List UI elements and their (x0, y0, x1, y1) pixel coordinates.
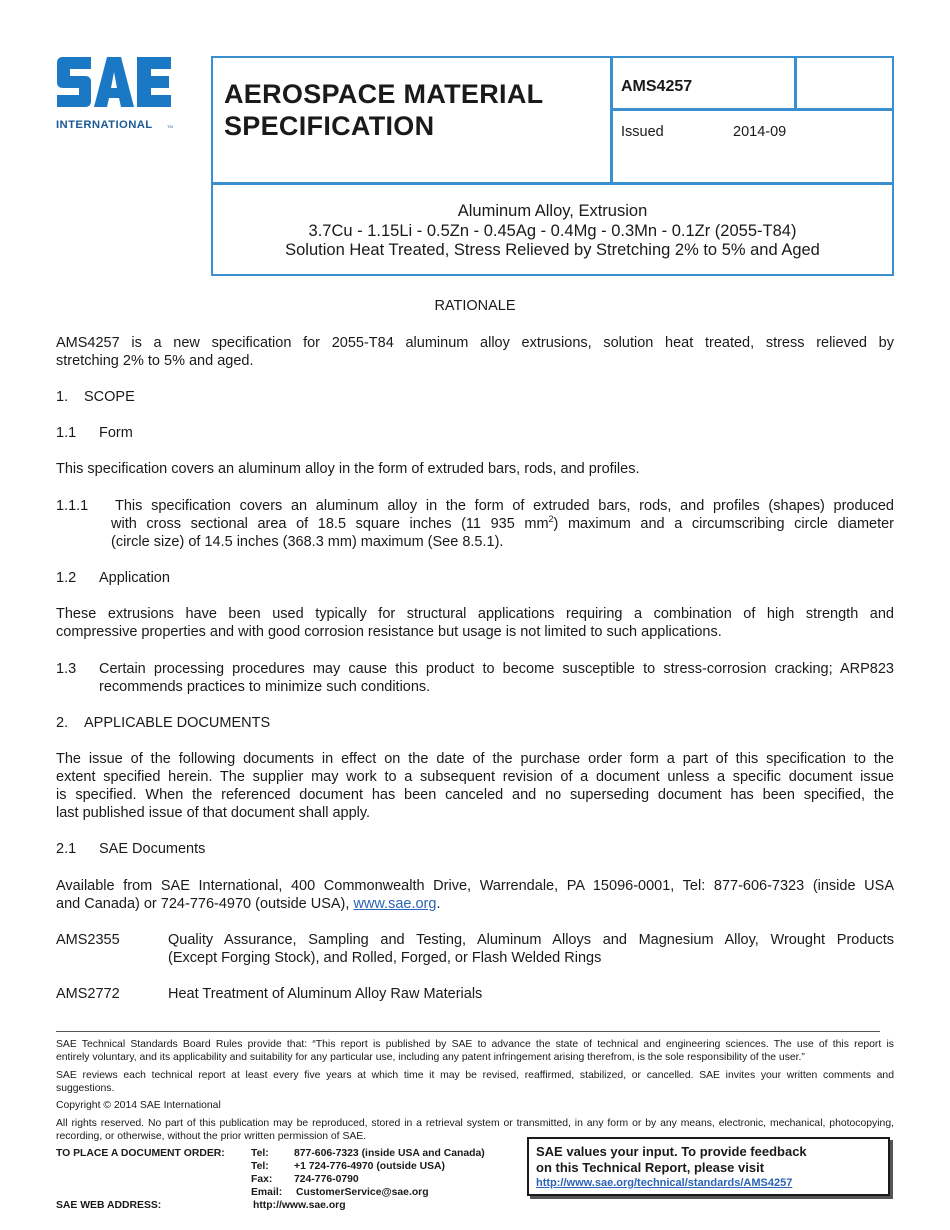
section-1-2-number: 1.2 (56, 570, 77, 586)
section-1-1-1-line-2 (111, 515, 894, 533)
subject-line-3: Solution Heat Treated, Stress Relieved by Stretching 2% to 5% and Aged (285, 241, 820, 259)
applicable-line-3: is specified. When the referenced document has been canceled and no superseding document has been specified, the (56, 787, 894, 803)
form-paragraph: This specification covers an aluminum alloy in the form of extruded bars, rods, and profiles. (56, 461, 640, 477)
rights-line-2: recording, or otherwise, without the prior written permission of SAE. (56, 1131, 367, 1142)
header-divider (211, 182, 894, 185)
section-2-1-heading: SAE Documents (99, 841, 206, 857)
rules-line-2: entirely voluntary, and its applicability and suitability for any particular use, including any patent infringement arising therefrom, is the sole responsibility of the user.” (56, 1052, 805, 1063)
rules-line-1: SAE Technical Standards Board Rules provide that: “This report is published by SAE to advance the state of technical and engineering sciences. The use of this report is (56, 1039, 894, 1050)
section-2-heading: APPLICABLE DOCUMENTS (84, 715, 271, 731)
application-line-2: compressive properties and with good corrosion resistance but usage is not limited to such applications. (56, 624, 722, 640)
rights-line-1: All rights reserved. No part of this publication may be reproduced, stored in a retrieval system or transmitted, in any form or by any means, electronic, mechanical, photocopying, (56, 1118, 894, 1129)
section-2-number: 2. (56, 715, 69, 731)
header-column-divider (610, 56, 613, 183)
p111-line-2-part-b: ) maximum and a circumscribing circle diameter (553, 516, 895, 532)
copyright: Copyright © 2014 SAE International (56, 1100, 221, 1111)
section-1-3-number: 1.3 (56, 661, 77, 677)
application-line-1: These extrusions have been used typically for structural applications requiring a combination of high strength and (56, 606, 894, 622)
contact-label: Email: (251, 1187, 283, 1198)
review-line-2: suggestions. (56, 1083, 115, 1094)
availability-text: and Canada) or 724-776-4970 (outside USA), (56, 896, 354, 912)
contact-value: 877-606-7323 (inside USA and Canada) (294, 1148, 485, 1159)
web-address-label: SAE WEB ADDRESS: (56, 1200, 162, 1211)
contact-label: Tel: (251, 1148, 269, 1159)
header-row-divider (610, 108, 894, 111)
section-1-1-1-line-3: (circle size) of 14.5 inches (368.3 mm) maximum (See 8.5.1). (111, 534, 504, 550)
issued-date: 2014-09 (733, 124, 787, 140)
rationale-line-2: stretching 2% to 5% and aged. (56, 353, 254, 369)
reference-code: AMS2355 (56, 932, 120, 948)
web-address-value[interactable]: http://www.sae.org (253, 1200, 346, 1211)
document-title (224, 78, 543, 142)
reference-title-line-1: Quality Assurance, Sampling and Testing, Aluminum Alloys and Magnesium Alloy, Wrought Products (168, 932, 894, 948)
section-1-number: 1. (56, 389, 69, 405)
availability-line-1: Available from SAE International, 400 Commonwealth Drive, Warrendale, PA 15096-0001, Tel: 877-606-7323 (inside USA (56, 878, 894, 894)
title-line-1: AEROSPACE MATERIAL (224, 79, 544, 109)
header-cell-divider (794, 56, 797, 109)
logo-subtitle: INTERNATIONAL (56, 119, 153, 131)
feedback-line-2: on this Technical Report, please visit (536, 1160, 765, 1175)
section-1-3-line-1: Certain processing procedures may cause this product to become susceptible to stress-corrosion cracking; ARP823 (99, 661, 894, 677)
section-1-1-1-line-1: This specification covers an aluminum alloy in the form of extruded bars, rods, and profiles (shapes) produced (115, 498, 894, 514)
section-1-1-heading: Form (99, 425, 133, 441)
applicable-line-2: extent specified herein. The supplier may work to a subsequent revision of a document unless a specific document issue (56, 769, 894, 785)
section-1-heading: SCOPE (84, 389, 135, 405)
feedback-line-1: SAE values your input. To provide feedback (536, 1144, 807, 1159)
reference-code: AMS2772 (56, 986, 120, 1002)
feedback-link[interactable]: http://www.sae.org/technical/standards/AMS4257 (536, 1177, 793, 1189)
section-1-2-heading: Application (99, 570, 170, 586)
section-1-1-1-number: 1.1.1 (56, 498, 89, 514)
contact-value: 724-776-0790 (294, 1174, 359, 1185)
order-label: TO PLACE A DOCUMENT ORDER: (56, 1148, 225, 1159)
contact-value: CustomerService@sae.org (296, 1187, 429, 1198)
section-1-3-line-2: recommends practices to minimize such conditions. (99, 679, 431, 695)
applicable-line-4: last published issue of that document shall apply. (56, 805, 371, 821)
sae-website-link[interactable]: www.sae.org (353, 896, 437, 912)
p111-line-2-part-a: with cross sectional area of 18.5 square inches (11 935 mm (111, 516, 549, 532)
availability-line-2 (56, 895, 440, 913)
title-line-2: SPECIFICATION (224, 111, 435, 141)
reference-title-line-2: (Except Forging Stock), and Rolled, Forged, or Flash Welded Rings (168, 950, 602, 966)
feedback-box (527, 1137, 890, 1196)
review-line-1: SAE reviews each technical report at least every five years at which time it may be revised, reaffirmed, stabilized, or cancelled. SAE invites your written comments and (56, 1070, 894, 1081)
subject-line-1: Aluminum Alloy, Extrusion (457, 202, 648, 220)
contact-label: Tel: (251, 1161, 269, 1172)
section-2-1-number: 2.1 (56, 841, 77, 857)
issued-label: Issued (621, 124, 664, 140)
subject-block (214, 202, 891, 261)
applicable-line-1: The issue of the following documents in effect on the date of the purchase order form a part of this specification to the (56, 751, 894, 767)
footer-rule (56, 1031, 880, 1032)
contact-value: +1 724-776-4970 (outside USA) (294, 1161, 446, 1172)
rationale-heading: RATIONALE (434, 298, 516, 314)
document-number: AMS4257 (621, 78, 693, 95)
rationale-line-1: AMS4257 is a new specification for 2055-T84 aluminum alloy extrusions, solution heat treated, stress relieved by (56, 335, 894, 351)
section-1-1-number: 1.1 (56, 425, 77, 441)
p111-superscript: 2 (548, 514, 554, 525)
subject-line-2: 3.7Cu - 1.15Li - 0.5Zn - 0.45Ag - 0.4Mg - 0.3Mn - 0.1Zr (2055-T84) (308, 221, 797, 240)
reference-title-line-1: Heat Treatment of Aluminum Alloy Raw Materials (168, 986, 483, 1002)
contact-label: Fax: (251, 1174, 273, 1185)
sae-international-logo (55, 55, 180, 135)
logo-trademark: TM (167, 124, 173, 129)
availability-period: . (436, 896, 441, 912)
